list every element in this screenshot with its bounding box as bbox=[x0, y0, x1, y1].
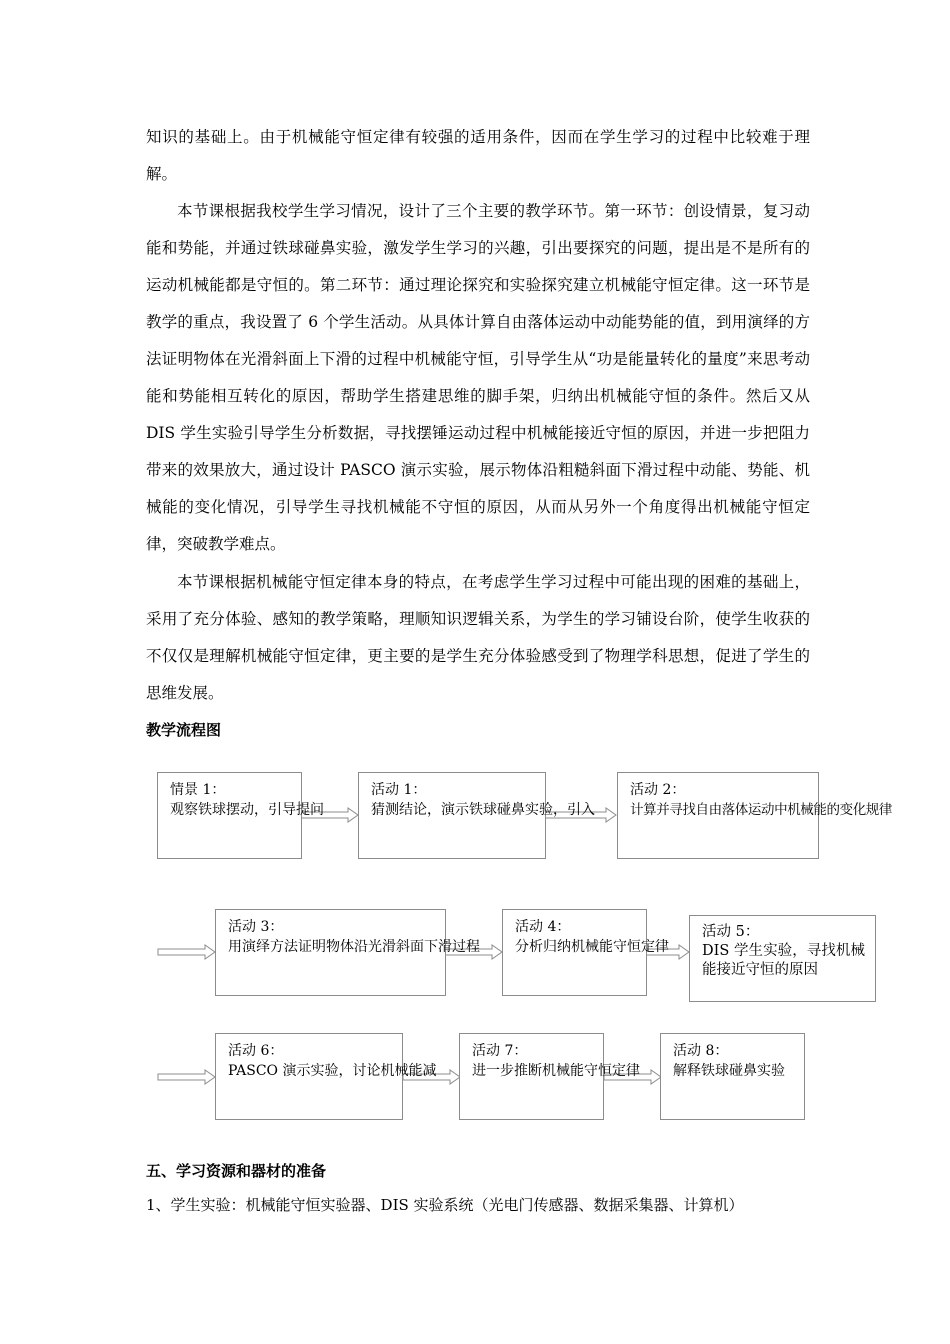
flow-box-activity-8 bbox=[660, 1033, 805, 1120]
box-title: 活动 8： bbox=[673, 1043, 729, 1059]
box-title: 活动 3： bbox=[228, 919, 284, 935]
box-text: PASCO 演示实验，讨论机械能减 bbox=[228, 1063, 437, 1079]
box-title: 活动 4： bbox=[515, 919, 571, 935]
flow-box-activity-6 bbox=[215, 1033, 437, 1120]
flowchart-heading: 教学流程图 bbox=[146, 721, 222, 739]
box-text: 解释铁球碰鼻实验 bbox=[673, 1063, 785, 1079]
flow-box-activity-3 bbox=[215, 909, 480, 996]
box-title: 活动 6： bbox=[228, 1043, 284, 1059]
box-title: 活动 2： bbox=[630, 782, 686, 798]
flow-box-activity-1 bbox=[358, 772, 595, 859]
box-text: 计算并寻找自由落体运动中机械能的变化规律 bbox=[630, 802, 892, 818]
box-title: 活动 7： bbox=[472, 1043, 528, 1059]
section-5-heading: 五、学习资源和器材的准备 bbox=[146, 1162, 327, 1180]
flow-box-activity-4 bbox=[502, 909, 669, 996]
box-text: DIS 学生实验，寻找机械能接近守恒的原因 bbox=[702, 943, 865, 978]
flow-box-scene-1 bbox=[157, 772, 324, 859]
arrow-3 bbox=[158, 945, 215, 959]
box-text: 进一步推断机械能守恒定律 bbox=[472, 1063, 640, 1079]
box-title: 活动 5： bbox=[702, 924, 760, 940]
box-text: 猜测结论，演示铁球碰鼻实验，引入 bbox=[371, 802, 595, 818]
flow-box-activity-7 bbox=[459, 1033, 640, 1120]
box-text: 分析归纳机械能守恒定律 bbox=[515, 939, 669, 955]
flow-box-activity-2 bbox=[617, 772, 892, 859]
box-title: 情景 1： bbox=[170, 782, 226, 798]
paragraph-3: 本节课根据机械能守恒定律本身的特点，在考虑学生学习过程中可能出现的困难的基础上，采用了充分体验、感知的教学策略，理顺知识逻辑关系，为学生的学习铺设台阶，使学生收获的不仅仅是理解机械能守恒定律，更主要的是学生充分体验感受到了物理学科思想，促进了学生的思维发展。 bbox=[146, 573, 810, 702]
paragraph-1: 知识的基础上。由于机械能守恒定律有较强的适用条件，因而在学生学习的过程中比较难于理解。 bbox=[146, 128, 810, 183]
section-5-item-1: 1、学生实验：机械能守恒实验器、DIS 实验系统（光电门传感器、数据采集器、计算机） bbox=[146, 1196, 744, 1214]
box-title: 活动 1： bbox=[371, 782, 427, 798]
box-text: 观察铁球摆动，引导提问 bbox=[170, 802, 324, 818]
flow-box-activity-5 bbox=[689, 915, 876, 1002]
arrow-6 bbox=[158, 1070, 215, 1084]
box-text: 用演绎方法证明物体沿光滑斜面下滑过程 bbox=[228, 939, 480, 955]
paragraph-2: 本节课根据我校学生学习情况，设计了三个主要的教学环节。第一环节：创设情景，复习动能和势能，并通过铁球碰鼻实验，激发学生学习的兴趣，引出要探究的问题，提出是不是所有的运动机械能都是守恒的。第二环节：通过理论探究和实验探究建立机械能守恒定律。这一环节是教学的重点，我设置了 6 个学生活动。从具体计算自由落体运动中动能势能的值，到用演绎的方法证明物体在光滑斜面上下滑的过程中机械能守恒，引导学生从“功是能量转化的量度”来思考动能和势能相互转化的原因，帮助学生搭建思维的脚手架，归纳出机械能守恒的条件。然后又从 DIS 学生实验引导学生分析数据，寻找摆锤运动过程中机械能接近守恒的原因，并进一步把阻力带来的效果放大，通过设计 PASCO 演示实验，展示物体沿粗糙斜面下滑过程中动能、势能、机械能的变化情况，引导学生寻找机械能不守恒的原因，从而从另外一个角度得出机械能守恒定律，突破教学难点。 bbox=[146, 202, 810, 553]
